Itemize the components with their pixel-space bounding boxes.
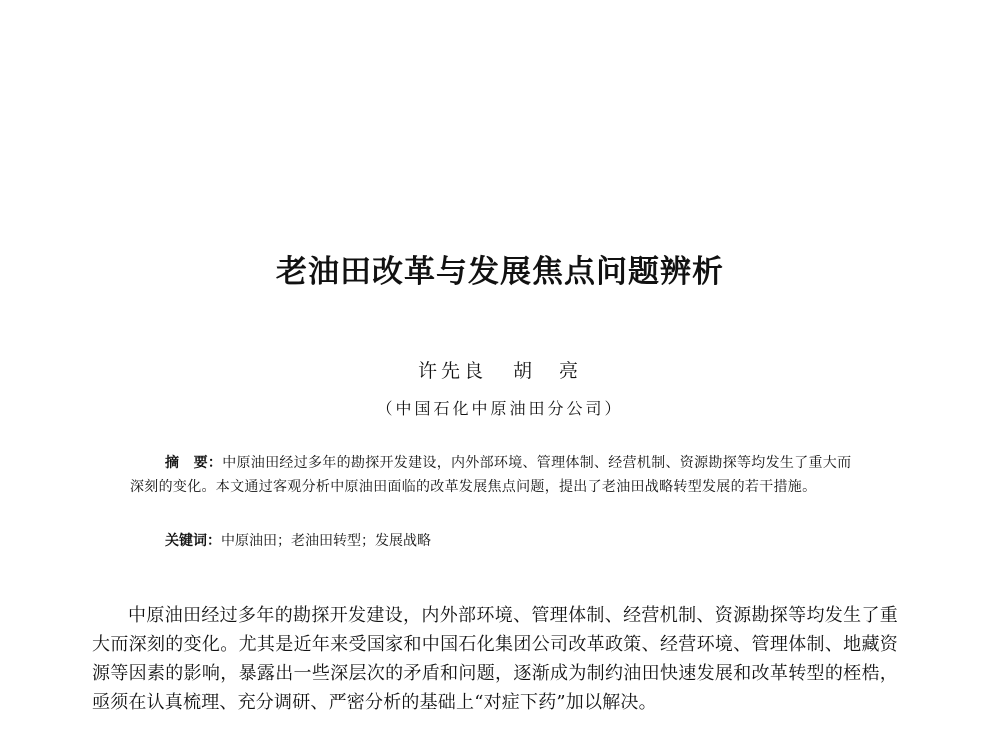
keywords-text: 中原油田；老油田转型；发展战略: [221, 533, 431, 549]
author-name: 许先良: [417, 360, 487, 382]
abstract-block: [130, 451, 854, 499]
author-name: 胡 亮: [513, 360, 583, 382]
author-line: [0, 358, 1000, 384]
keywords-label: 关键词：: [165, 533, 221, 549]
paper-title: 老油田改革与发展焦点问题辨析: [276, 254, 724, 290]
author-affiliation: （中国石化中原油田分公司）: [376, 399, 624, 418]
keywords-block: [165, 529, 431, 553]
abstract-label: 摘 要：: [165, 455, 223, 471]
body-paragraph: 中原油田经过多年的勘探开发建设，内外部环境、管理体制、经营机制、资源勘探等均发生了重大而深刻的变化。尤其是近年来受国家和中国石化集团公司改革政策、经营环境、管理体制、地藏资源等因素的影响，暴露出一些深层次的矛盾和问题，逐渐成为制约油田快速发展和改革转型的桎梏，亟须在认真梳理、充分调研、严密分析的基础上“对症下药”加以解决。: [92, 605, 898, 713]
abstract-text: 中原油田经过多年的勘探开发建设，内外部环境、管理体制、经营机制、资源勘探等均发生了重大而深刻的变化。本文通过客观分析中原油田面临的改革发展焦点问题，提出了老油田战略转型发展的若干措施。: [130, 455, 852, 495]
